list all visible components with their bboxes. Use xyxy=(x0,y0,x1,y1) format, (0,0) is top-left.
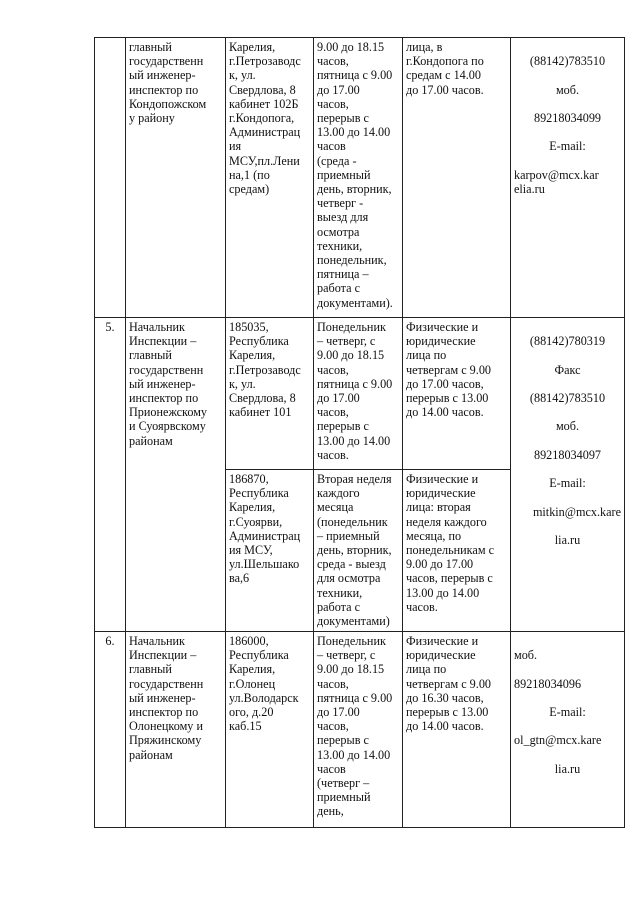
email-link[interactable]: lia.ru xyxy=(554,761,581,776)
inspector-position: Начальник Инспекции – главный государственн ый инженер- инспектор по Прионежскому и Суоярвскому районам xyxy=(126,318,226,632)
table-row xyxy=(95,38,625,318)
working-hours: 9.00 до 18.15 часов, пятница с 9.00 до 17.00 часов, перерыв с 13.00 до 14.00 часов (среда - приемный день, вторник, четверг - выезд для осмотра техники, понедельник, пятница – работа с документами). xyxy=(314,38,403,318)
working-hours: Понедельник – четверг, с 9.00 до 18.15 часов, пятница с 9.00 до 17.00 часов, перерыв с 13.00 до 14.00 часов. xyxy=(314,318,403,470)
reception-hours: Физические и юридические лица: вторая неделя каждого месяца, по понедельникам с 9.00 до 17.00 часов, перерыв с 13.00 до 14.00 часов. xyxy=(403,470,511,632)
inspector-position: главный государственн ый инженер- инспектор по Кондопожском у району xyxy=(126,38,226,318)
phone-line: 89218034099 xyxy=(533,111,602,126)
email-link[interactable]: elia.ru xyxy=(514,182,545,197)
email-link[interactable]: mitkin@mcx.kare xyxy=(532,504,621,519)
table-row xyxy=(95,632,625,828)
office-address: 186870, Республика Карелия, г.Суоярви, Администрац ия МСУ, ул.Шельшако ва,6 xyxy=(226,470,314,632)
email-label: E-mail: xyxy=(549,139,586,154)
email-link[interactable]: lia.ru xyxy=(554,533,581,548)
row-number: 6. xyxy=(95,632,126,828)
inspection-table xyxy=(94,37,625,828)
contact-info xyxy=(511,38,625,318)
working-hours: Вторая неделя каждого месяца (понедельник – приемный день, вторник, среда - выезд для осмотра техники, работа с документами) xyxy=(314,470,403,632)
phone-line: (88142)783510 xyxy=(529,54,606,69)
phone-line: (88142)780319 xyxy=(529,334,606,349)
phone-line: моб. xyxy=(555,82,580,97)
contact-info xyxy=(511,632,625,828)
office-address: Карелия, г.Петрозаводс к, ул. Свердлова, 8 кабинет 102Б г.Кондопога, Администрац ия МСУ,пл.Лени на,1 (по средам) xyxy=(226,38,314,318)
office-address: 186000, Республика Карелия, г.Олонец ул.Володарск ого, д.20 каб.15 xyxy=(226,632,314,828)
email-link[interactable]: ol_gtn@mcx.kare xyxy=(514,733,602,748)
phone-line: (88142)783510 xyxy=(529,391,606,406)
contact-info xyxy=(511,318,625,632)
working-hours: Понедельник – четверг, с 9.00 до 18.15 часов, пятница с 9.00 до 17.00 часов, перерыв с 13.00 до 14.00 часов (четверг – приемный день, xyxy=(314,632,403,828)
email-label: E-mail: xyxy=(549,476,586,491)
phone-line: Факс xyxy=(554,362,581,377)
office-address: 185035, Республика Карелия, г.Петрозаводс к, ул. Свердлова, 8 кабинет 101 xyxy=(226,318,314,470)
phone-line: моб. xyxy=(514,648,538,663)
reception-hours: лица, в г.Кондопога по средам с 14.00 до 17.00 часов. xyxy=(403,38,511,318)
table-row xyxy=(95,318,625,470)
phone-line: моб. xyxy=(555,419,580,434)
phone-line: 89218034097 xyxy=(533,447,602,462)
row-number: 5. xyxy=(95,318,126,632)
email-link[interactable]: karpov@mcx.kar xyxy=(514,167,599,182)
reception-hours: Физические и юридические лица по четвергам с 9.00 до 17.00 часов, перерыв с 13.00 до 14.00 часов. xyxy=(403,318,511,470)
inspector-position: Начальник Инспекции – главный государственн ый инженер- инспектор по Олонецкому и Пряжинскому районам xyxy=(126,632,226,828)
reception-hours: Физические и юридические лица по четвергам с 9.00 до 16.30 часов, перерыв с 13.00 до 14.00 часов. xyxy=(403,632,511,828)
phone-line: 89218034096 xyxy=(514,676,582,691)
email-label: E-mail: xyxy=(549,705,586,720)
row-number xyxy=(95,38,126,318)
